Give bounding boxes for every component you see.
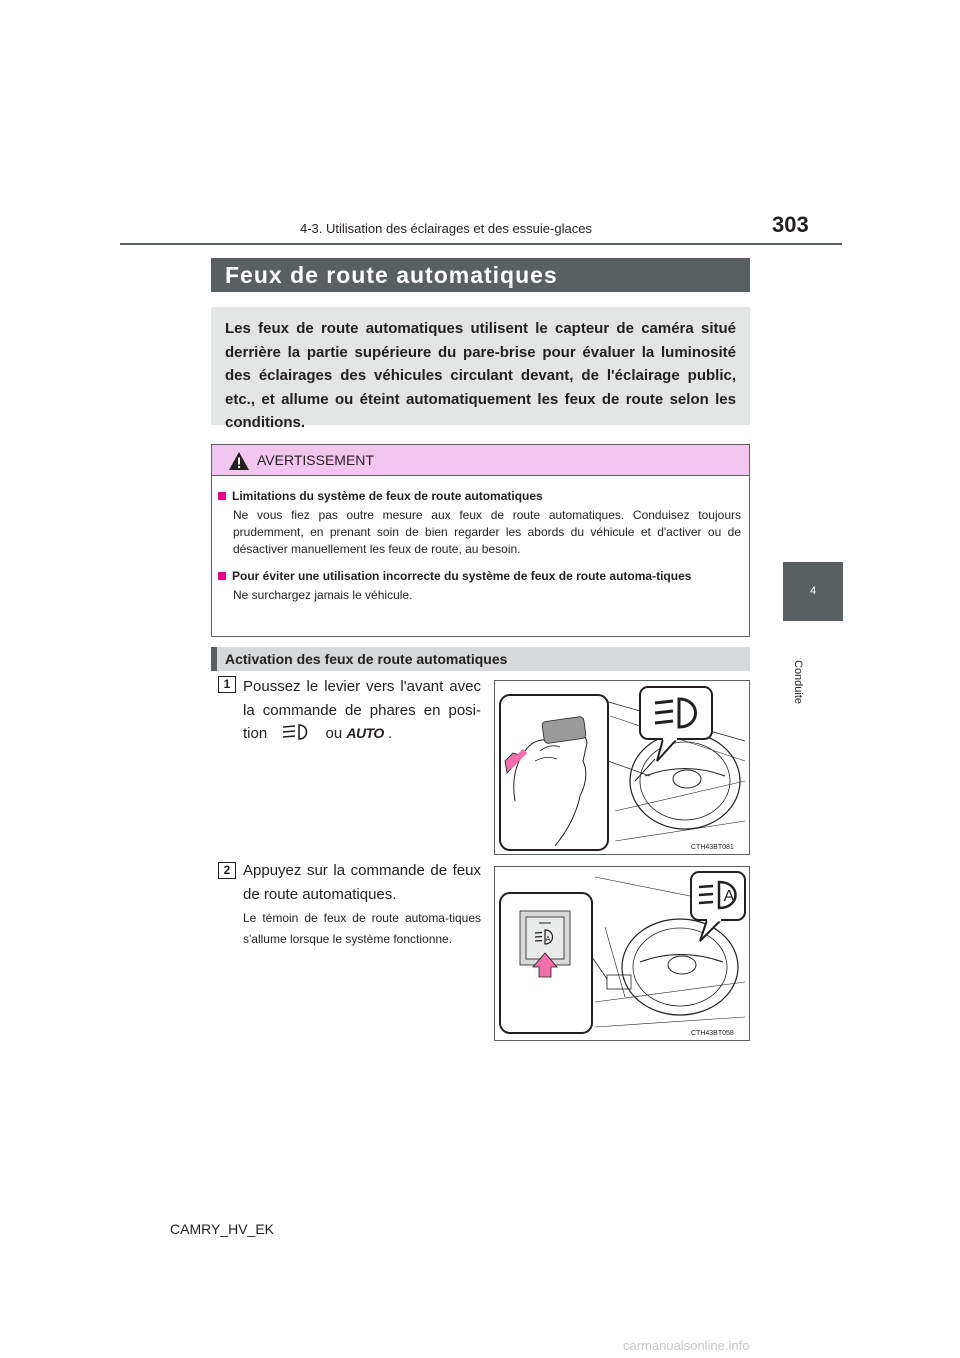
- step-number: 2: [218, 862, 236, 879]
- warning-item-body: Ne vous fiez pas outre mesure aux feux de route automatiques. Conduisez toujours prudemment, en prenant soin de bien regarder les abords du véhicule et d'activer ou de désactiver manuellement les feux de route, au besoin.: [233, 508, 741, 556]
- chapter-tab[interactable]: 4: [783, 562, 843, 621]
- lever-illustration: [495, 681, 750, 855]
- figure-code: CTH43BT058: [691, 1030, 734, 1037]
- warning-title: AVERTISSEMENT: [257, 452, 374, 468]
- watermark[interactable]: carmanualsonline.info: [623, 1338, 750, 1353]
- warning-triangle-icon: [228, 451, 250, 471]
- warning-item-heading: Limitations du système de feux de route automatiques: [218, 488, 741, 504]
- svg-text:A: A: [545, 936, 551, 943]
- page-title: Feux de route automatiques: [211, 258, 750, 292]
- warning-item: [218, 568, 741, 604]
- headlight-switch-icon: [279, 722, 313, 742]
- bullet-icon: [218, 492, 226, 500]
- figure-lever: [494, 680, 750, 855]
- figure-switch: [494, 866, 750, 1041]
- warning-item: [218, 488, 741, 558]
- chapter-label: Conduite: [792, 660, 804, 705]
- switch-illustration: [495, 867, 750, 1041]
- warning-box: [211, 444, 750, 637]
- header-rule: [120, 243, 842, 245]
- step-text: Appuyez sur la commande de feux de route automatiques.: [243, 862, 481, 903]
- warning-header: [212, 445, 749, 476]
- warning-item-body: Ne surchargez jamais le véhicule.: [233, 588, 413, 602]
- footer-model: CAMRY_HV_EK: [170, 1221, 275, 1237]
- step-number: 1: [218, 676, 236, 693]
- svg-text:A: A: [723, 888, 735, 905]
- header-section-title: 4-3. Utilisation des éclairages et des essuie-glaces: [300, 221, 592, 236]
- page-number: 303: [772, 212, 809, 237]
- step-text: Poussez le levier vers l'avant avec la commande de phares en posi-tion ou AUTO .: [243, 678, 481, 742]
- figure-code: CTH43BT081: [691, 844, 734, 851]
- auto-label: AUTO: [346, 725, 384, 741]
- warning-item-heading: Pour éviter une utilisation incorrecte du système de feux de route automa-tiques: [218, 568, 741, 584]
- intro-box: Les feux de route automatiques utilisent le capteur de caméra situé derrière la partie supérieure du pare-brise pour évaluer la luminosité des éclairages des véhicules circulant devant, de l'éclairage public, etc., et allume ou éteint automatiquement les feux de route selon les conditions.: [211, 307, 750, 425]
- subsection-title: Activation des feux de route automatiques: [211, 647, 750, 671]
- bullet-icon: [218, 572, 226, 580]
- step-note: Le témoin de feux de route automa-tiques s'allume lorsque le système fonctionne.: [243, 911, 481, 946]
